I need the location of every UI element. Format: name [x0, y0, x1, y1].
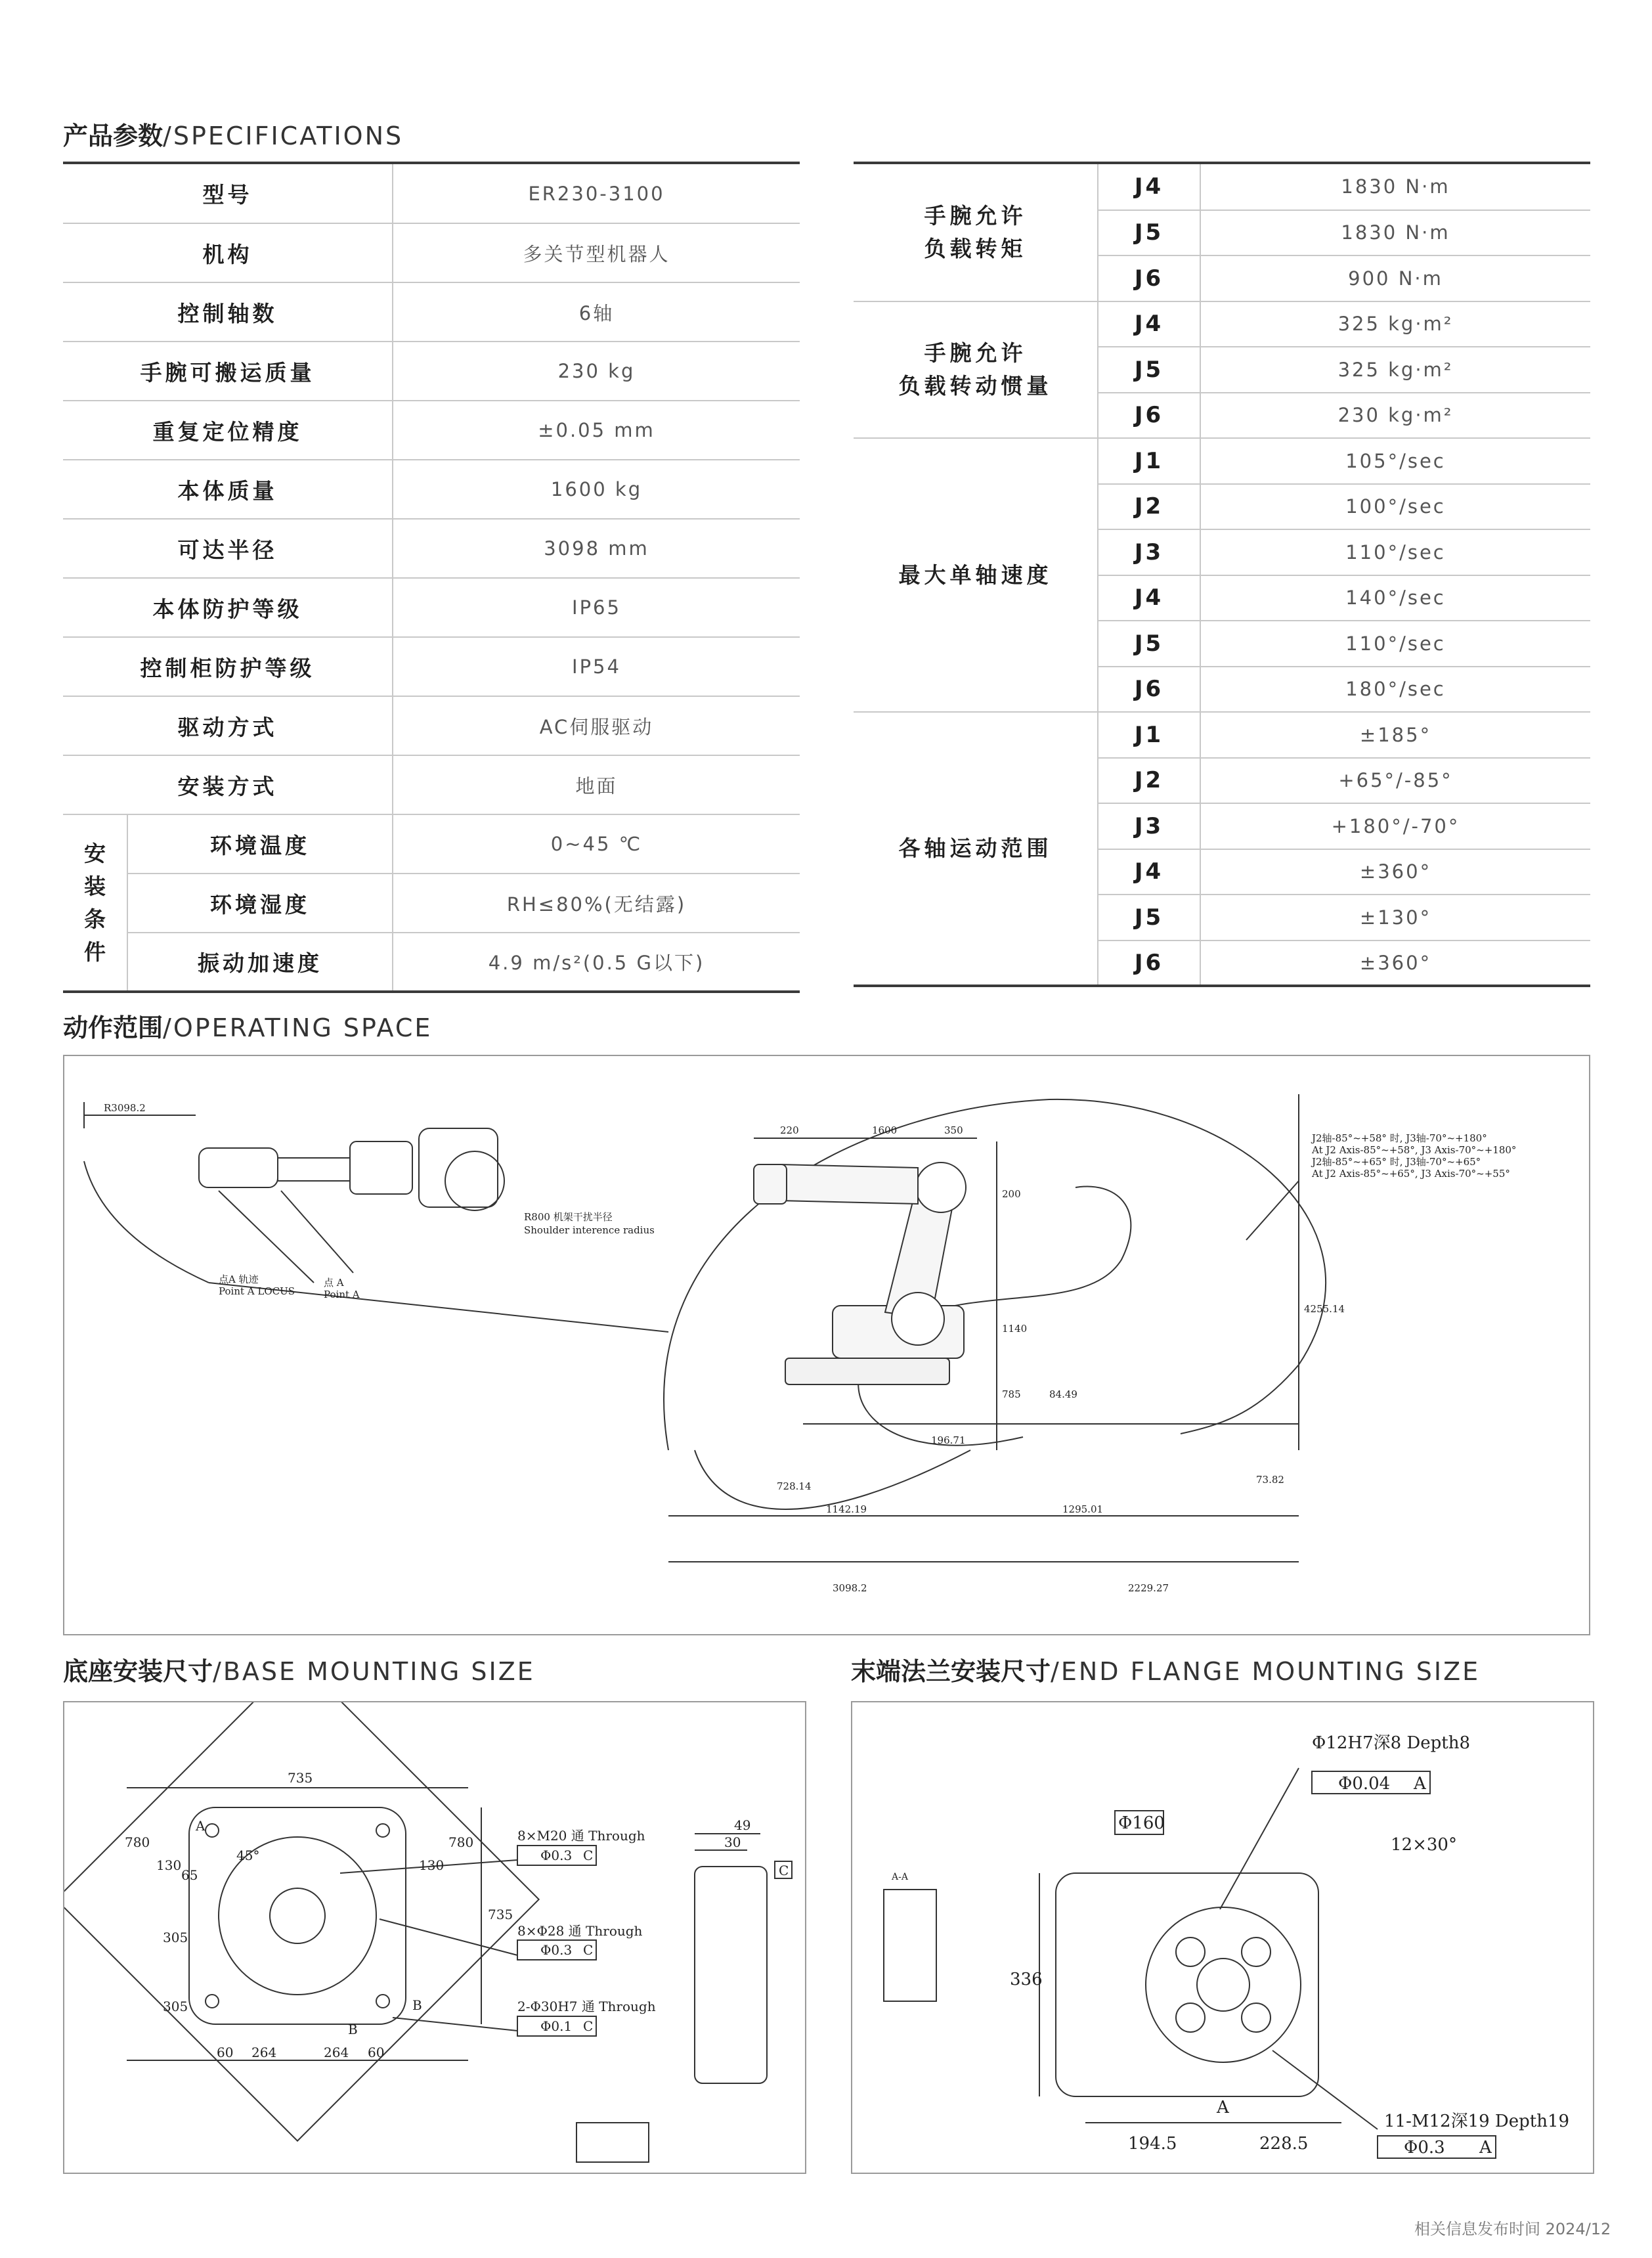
flange-outer-circle — [1146, 1907, 1301, 2062]
dim-base-735-vert: 735 — [488, 1907, 513, 1922]
spec-value: IP65 — [393, 578, 800, 637]
flange-hole-2 — [1242, 1937, 1271, 1966]
base-side-view — [695, 1867, 767, 2083]
axis-label: J5 — [1098, 210, 1200, 256]
axis-row — [854, 301, 1590, 347]
spec-label: 本体防护等级 — [63, 578, 393, 637]
spec-label: 型号 — [63, 164, 393, 223]
spec-label: 手腕可搬运质量 — [63, 342, 393, 401]
tol-phi30: Φ0.1 — [540, 2018, 573, 2034]
end-flange-svg — [852, 1702, 1593, 2173]
axis-group-line-2: 负载转动惯量 — [898, 372, 1053, 399]
flange-section-view — [884, 1890, 936, 2001]
axis-value: 325 kg·m² — [1200, 301, 1590, 347]
install-value: RH≤80%(无结露) — [393, 874, 800, 933]
dim-1142-19: 1142.19 — [826, 1503, 867, 1515]
dim-base-49: 49 — [734, 1817, 751, 1833]
axis-group-label — [854, 712, 1098, 986]
specs-left-table — [63, 164, 800, 993]
ref-m20: C — [583, 1848, 594, 1863]
label-locus-en: Point A LOCUS — [219, 1285, 295, 1297]
marker-b-2: B — [348, 2022, 358, 2037]
dim-194-5: 194.5 — [1128, 2134, 1177, 2154]
arm-top-elbow — [350, 1141, 412, 1194]
note-line-1: J2轴-85°~+58° 时, J3轴-70°~+180° — [1312, 1132, 1487, 1144]
dim-base-264-a: 264 — [251, 2045, 277, 2060]
dim-785: 785 — [1002, 1388, 1021, 1400]
leader-phi28 — [380, 1919, 517, 1955]
spec-row — [63, 401, 800, 460]
axis-row — [854, 164, 1590, 210]
axis-value: +180°/-70° — [1200, 803, 1590, 849]
operating-title-cn: 动作范围 — [63, 1013, 163, 1042]
dim-base-45deg: 45° — [236, 1848, 260, 1863]
dim-336: 336 — [1010, 1970, 1043, 1989]
dim-4255-14: 4255.14 — [1304, 1303, 1345, 1315]
spec-label: 本体质量 — [63, 460, 393, 519]
operating-space-title — [63, 1007, 432, 1044]
flange-title-en: /END FLANGE MOUNTING SIZE — [1051, 1657, 1481, 1686]
spec-row — [63, 282, 800, 342]
dim-728-14: 728.14 — [777, 1480, 812, 1492]
spec-value: ER230-3100 — [393, 164, 800, 223]
axis-label: J4 — [1098, 301, 1200, 347]
install-row — [63, 933, 800, 992]
ref-thread: A — [1479, 2138, 1492, 2158]
base-mounting-title — [63, 1651, 535, 1687]
label-point-en: Point A — [324, 1289, 360, 1300]
dim-base-60-b: 60 — [368, 2045, 385, 2060]
dim-base-264-b: 264 — [324, 2045, 349, 2060]
operating-title-en: /OPERATING SPACE — [163, 1013, 433, 1042]
dim-base-65: 65 — [181, 1867, 198, 1883]
base-small-detail — [576, 2123, 649, 2162]
specs-title-cn: 产品参数 — [63, 122, 163, 150]
tol-thread: Φ0.3 — [1404, 2138, 1445, 2158]
base-hole-4 — [376, 1995, 389, 2008]
spec-value: 6轴 — [393, 282, 800, 342]
top-view-reach-arc — [84, 1161, 209, 1283]
spec-label: 控制柜防护等级 — [63, 637, 393, 696]
callout-phi30: 2-Φ30H7 通 Through — [517, 1999, 656, 2014]
axis-value: 180°/sec — [1200, 667, 1590, 713]
side-view-envelope-outer — [664, 1099, 1326, 1450]
label-shoulder-cn: R800 机架干扰半径 — [524, 1211, 613, 1223]
spec-label: 驱动方式 — [63, 696, 393, 755]
install-label: 振动加速度 — [127, 933, 393, 992]
dim-base-735: 735 — [288, 1770, 313, 1786]
robot-elbow-joint — [916, 1162, 966, 1212]
base-hole-3 — [206, 1995, 219, 2008]
arm-top-forearm — [278, 1158, 350, 1181]
flange-body — [1056, 1873, 1318, 2096]
callout-thread: 11-M12深19 Depth19 — [1384, 2112, 1570, 2131]
note-line-3: J2轴-85°~+65° 时, J3轴-70°~+65° — [1312, 1156, 1481, 1168]
axis-group-line-2: 负载转矩 — [924, 235, 1027, 261]
robot-forearm — [780, 1164, 918, 1204]
dim-phi160: Φ160 — [1118, 1813, 1165, 1833]
end-flange-title — [851, 1651, 1480, 1687]
base-hole-2 — [376, 1824, 389, 1837]
spec-row — [63, 578, 800, 637]
label-shoulder-en: Shoulder interence radius — [524, 1224, 655, 1236]
flange-hole-1 — [1176, 1937, 1205, 1966]
specs-title-en: /SPECIFICATIONS — [163, 122, 404, 150]
axis-value: 100°/sec — [1200, 484, 1590, 530]
axis-group-label — [854, 438, 1098, 712]
operating-space-svg — [64, 1056, 1589, 1634]
spec-value: IP54 — [393, 637, 800, 696]
axis-label: J4 — [1098, 575, 1200, 621]
ref-phi28: C — [583, 1942, 594, 1958]
arm-top-motor — [445, 1151, 504, 1210]
axis-label: J2 — [1098, 484, 1200, 530]
spec-value: AC伺服驱动 — [393, 696, 800, 755]
axis-group-line-1: 手腕允许 — [924, 340, 1027, 366]
spec-row — [63, 223, 800, 282]
specs-section-title — [63, 116, 403, 152]
dim-2229-27: 2229.27 — [1128, 1582, 1169, 1594]
robot-wrist — [754, 1164, 787, 1204]
base-plate — [189, 1807, 406, 2024]
dim-1140: 1140 — [1002, 1323, 1028, 1335]
base-mounting-svg — [64, 1702, 805, 2173]
ref-phi30: C — [583, 2018, 594, 2034]
marker-b: B — [412, 1997, 422, 2013]
specs-right-table — [854, 164, 1590, 987]
robot-shoulder-joint — [892, 1293, 944, 1345]
axis-value: 1830 N·m — [1200, 164, 1590, 210]
base-title-en: /BASE MOUNTING SIZE — [213, 1657, 535, 1686]
install-group-label: 安 装 条 件 — [63, 814, 127, 992]
spec-value: 3098 mm — [393, 519, 800, 578]
operating-space-drawing — [63, 1055, 1590, 1635]
axis-value: 325 kg·m² — [1200, 347, 1590, 393]
base-center-hole — [270, 1888, 325, 1943]
axis-label: J4 — [1098, 164, 1200, 210]
axis-label: J2 — [1098, 758, 1200, 804]
callout-m20: 8×M20 通 Through — [517, 1828, 645, 1844]
axis-value: 110°/sec — [1200, 529, 1590, 575]
axis-value: 900 N·m — [1200, 255, 1590, 301]
spec-value: 230 kg — [393, 342, 800, 401]
spec-row — [63, 755, 800, 814]
tol-phi28: Φ0.3 — [540, 1942, 573, 1958]
base-title-cn: 底座安装尺寸 — [63, 1657, 213, 1686]
arm-top-wrist — [199, 1148, 278, 1187]
install-label: 环境湿度 — [127, 874, 393, 933]
marker-a: A — [196, 1818, 206, 1834]
ref-pin: A — [1414, 1774, 1426, 1794]
label-r3098: R3098.2 — [104, 1102, 146, 1114]
robot-base-plate — [785, 1358, 949, 1384]
spec-row — [63, 696, 800, 755]
flange-hole-3 — [1176, 2003, 1205, 2032]
label-locus-cn: 点A 轨迹 — [219, 1273, 259, 1285]
spec-value: 地面 — [393, 755, 800, 814]
dim-base-30: 30 — [724, 1834, 741, 1850]
dim-228-5: 228.5 — [1259, 2134, 1309, 2154]
spec-label: 重复定位精度 — [63, 401, 393, 460]
section-a-a-label: A-A — [892, 1872, 908, 1882]
dim-1600: 1600 — [872, 1124, 898, 1136]
axis-value: ±360° — [1200, 849, 1590, 895]
tol-m20: Φ0.3 — [540, 1848, 573, 1863]
axis-label: J3 — [1098, 529, 1200, 575]
datum-a-label: A — [1217, 2098, 1229, 2117]
dim-base-130-b: 130 — [419, 1857, 445, 1873]
spec-label: 控制轴数 — [63, 282, 393, 342]
dim-base-305-a: 305 — [163, 1930, 188, 1945]
axis-value: 105°/sec — [1200, 438, 1590, 484]
install-value: 0~45 ℃ — [393, 814, 800, 874]
axis-value: 230 kg·m² — [1200, 393, 1590, 439]
locus-leader — [281, 1191, 353, 1273]
arm-top-base — [419, 1128, 498, 1207]
footer-publish-date: 相关信息发布时间 2024/12 — [1414, 2220, 1611, 2238]
point-a-leader — [219, 1191, 314, 1283]
axis-group-label — [854, 164, 1098, 301]
dim-base-60-a: 60 — [217, 2045, 234, 2060]
spec-row — [63, 519, 800, 578]
axis-row — [854, 438, 1590, 484]
base-diamond-outline — [64, 1702, 539, 2141]
axis-value: ±130° — [1200, 895, 1590, 941]
dim-350: 350 — [944, 1124, 963, 1136]
dim-chamfer: 12×30° — [1391, 1835, 1457, 1855]
dim-73-82: 73.82 — [1256, 1474, 1284, 1486]
base-hole-1 — [206, 1824, 219, 1837]
dim-base-130-a: 130 — [156, 1857, 182, 1873]
dim-84-49: 84.49 — [1049, 1388, 1077, 1400]
axis-label: J3 — [1098, 803, 1200, 849]
axis-value: +65°/-85° — [1200, 758, 1590, 804]
dim-3098-2: 3098.2 — [833, 1582, 867, 1594]
note-line-4: At J2 Axis-85°~+65°, J3 Axis-70°~+55° — [1312, 1168, 1510, 1180]
tol-pin: Φ0.04 — [1338, 1774, 1391, 1794]
label-point-cn: 点 A — [324, 1277, 344, 1289]
axis-label: J6 — [1098, 941, 1200, 986]
spec-label: 安装方式 — [63, 755, 393, 814]
end-flange-drawing — [851, 1701, 1594, 2174]
note-leader — [1246, 1181, 1299, 1240]
spec-label: 机构 — [63, 223, 393, 282]
axis-label: J6 — [1098, 255, 1200, 301]
axis-value: 110°/sec — [1200, 621, 1590, 667]
spec-label: 可达半径 — [63, 519, 393, 578]
callout-phi28: 8×Φ28 通 Through — [517, 1923, 643, 1939]
axis-label: J6 — [1098, 667, 1200, 713]
leader-phi30 — [393, 2018, 517, 2031]
axis-group-label — [854, 301, 1098, 439]
spec-row — [63, 637, 800, 696]
spec-row — [63, 460, 800, 519]
dim-196-71: 196.71 — [931, 1434, 966, 1446]
axis-row — [854, 712, 1590, 758]
spec-value: ±0.05 mm — [393, 401, 800, 460]
axis-group-line-1: 各轴运动范围 — [898, 835, 1053, 861]
install-label: 环境温度 — [127, 814, 393, 874]
dim-1295-01: 1295.01 — [1062, 1503, 1104, 1515]
axis-group-line-1: 手腕允许 — [924, 202, 1027, 229]
install-value: 4.9 m/s²(0.5 G以下) — [393, 933, 800, 992]
leader-pin — [1220, 1768, 1299, 1909]
flange-hole-4 — [1242, 2003, 1271, 2032]
dim-220: 220 — [780, 1124, 799, 1136]
side-view-envelope-lower — [695, 1450, 970, 1509]
base-mounting-drawing — [63, 1701, 806, 2174]
spec-value: 多关节型机器人 — [393, 223, 800, 282]
dim-200: 200 — [1002, 1188, 1021, 1200]
axis-group-line-1: 最大单轴速度 — [898, 562, 1053, 588]
axis-label: J6 — [1098, 393, 1200, 439]
axis-label: J4 — [1098, 849, 1200, 895]
dim-base-305-b: 305 — [163, 1999, 188, 2014]
axis-value: 140°/sec — [1200, 575, 1590, 621]
axis-label: J1 — [1098, 438, 1200, 484]
dim-base-780-b: 780 — [448, 1834, 474, 1850]
leader-thread — [1272, 2050, 1378, 2129]
dim-base-780-a: 780 — [125, 1834, 150, 1850]
note-line-2: At J2 Axis-85°~+58°, J3 Axis-70°~+180° — [1312, 1144, 1517, 1156]
datum-c-label: C — [779, 1863, 789, 1878]
axis-value: ±185° — [1200, 712, 1590, 758]
spec-row — [63, 342, 800, 401]
axis-value: 1830 N·m — [1200, 210, 1590, 256]
flange-title-cn: 末端法兰安装尺寸 — [851, 1657, 1051, 1686]
spec-value: 1600 kg — [393, 460, 800, 519]
install-row — [63, 874, 800, 933]
axis-label: J5 — [1098, 621, 1200, 667]
axis-label: J5 — [1098, 347, 1200, 393]
install-row — [63, 814, 800, 874]
axis-value: ±360° — [1200, 941, 1590, 986]
axis-label: J1 — [1098, 712, 1200, 758]
spec-row — [63, 164, 800, 223]
callout-pin: Φ12H7深8 Depth8 — [1312, 1733, 1471, 1753]
axis-label: J5 — [1098, 895, 1200, 941]
flange-center — [1197, 1959, 1250, 2011]
